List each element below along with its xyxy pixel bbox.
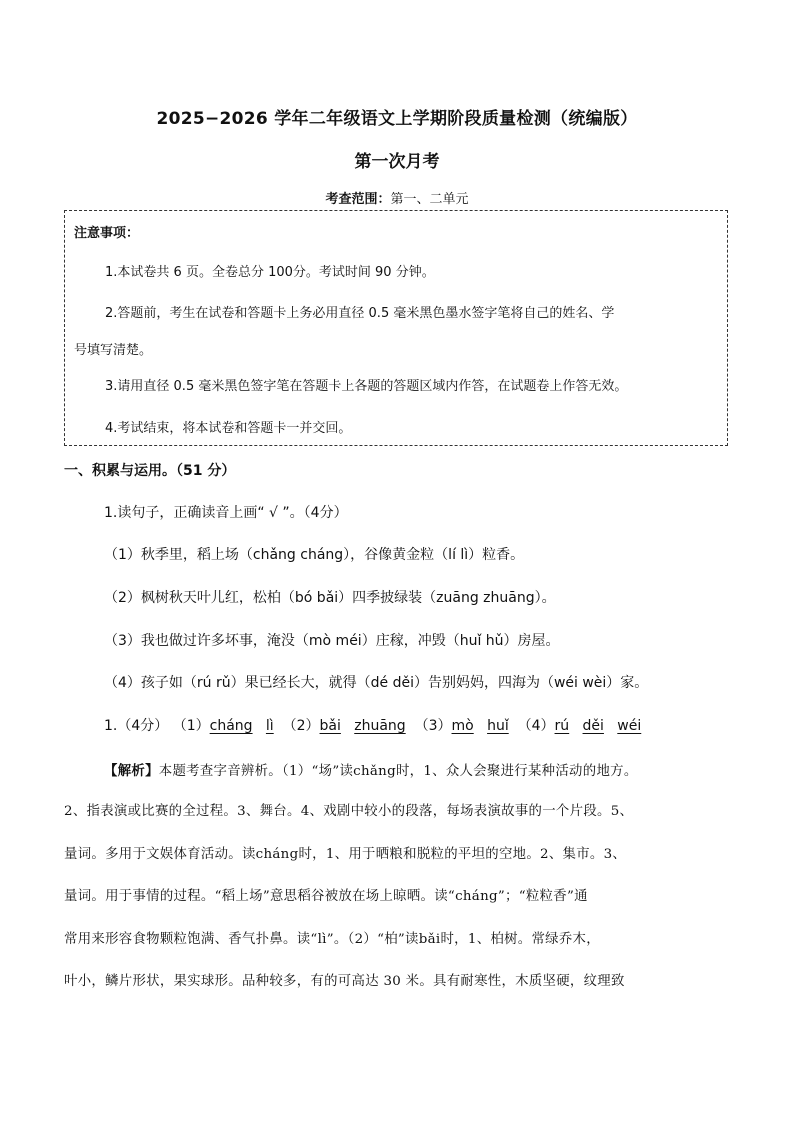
exam-scope [0, 188, 794, 207]
notice-item: 1.本试卷共 6 页。全卷总分 100分。考试时间 90 分钟。 [105, 265, 435, 280]
question-sentence: （3）我也做过许多坏事，淹没（mò méi）庄稼，冲毁（huǐ hǔ）房屋。 [104, 633, 560, 649]
question-sentence: （4）孩子如（rú rǔ）果已经长大，就得（dé děi）告别妈妈，四海为（wéi wèi）家。 [104, 675, 649, 691]
question-prompt: 1.读句子，正确读音上画“ √ ”。（4分） [104, 505, 348, 521]
exam-title: 2025−2026 学年二年级语文上学期阶段质量检测（统编版） [156, 109, 638, 129]
answer-pinyin: zhuāng [354, 718, 406, 734]
notice-item: 3.请用直径 0.5 毫米黑色签字笔在答题卡上各题的答题区域内作答，在试题卷上作答无效。 [105, 379, 628, 394]
explanation-line [104, 760, 638, 779]
explanation-line: 叶小，鳞片形状，果实球形。品种较多，有的可高达 30 米。具有耐寒性，木质坚硬，纹理致 [64, 974, 625, 989]
notice-title: 注意事项： [74, 226, 140, 241]
scope-value: 第一、二单元 [390, 192, 469, 207]
exam-subtitle: 第一次月考 [354, 152, 440, 172]
question-sentence: （1）秋季里，稻上场（chǎng cháng），谷像黄金粒（lí lì）粒香。 [104, 547, 525, 563]
section-heading: 一、积累与运用。（51 分） [64, 463, 236, 479]
explanation-line: 量词。用于事情的过程。“稻上场”意思稻谷被放在场上晾晒。读“cháng”；“粒粒香”通 [64, 889, 588, 904]
notice-item: 2.答题前，考生在试卷和答题卡上务必用直径 0.5 毫米黑色墨水签字笔将自己的姓名、学 [105, 306, 615, 321]
answer-pinyin: wéi [617, 718, 642, 734]
answer-pinyin: děi [582, 718, 604, 734]
explanation-tag: 【解析】 [104, 764, 159, 779]
explanation-line: 2、指表演或比赛的全过程。3、舞台。4、戏剧中较小的段落，每场表演故事的一个片段。5、 [64, 804, 634, 819]
answer-group-num: （2） [282, 718, 320, 734]
answer-pinyin: cháng [209, 718, 253, 734]
explanation-line: 量词。多用于文娱体育活动。读cháng时，1、用于晒粮和脱粒的平坦的空地。2、集市。3、 [64, 847, 627, 862]
notice-item: 4.考试结束，将本试卷和答题卡一并交回。 [105, 421, 352, 436]
scope-label: 考查范围： [325, 192, 391, 207]
answer-pinyin: mò [451, 718, 474, 734]
notice-box [64, 210, 728, 446]
notice-item: 号填写清楚。 [74, 343, 153, 358]
answer-pinyin: lì [265, 718, 274, 734]
explanation-text: 本题考查字音辨析。（1）“场”读chǎng时，1、众人会聚进行某种活动的地方。 [158, 764, 638, 779]
answer-group-num: （3） [414, 718, 452, 734]
answer-pinyin: huǐ [487, 718, 509, 734]
answer-group-num: （1） [172, 718, 210, 734]
answer-pinyin: bǎi [319, 718, 341, 734]
answer-group-num: （4） [517, 718, 555, 734]
answer-line [104, 715, 641, 735]
answer-pinyin: rú [554, 718, 570, 734]
question-sentence: （2）枫树秋天叶儿红，松柏（bó bǎi）四季披绿装（zuāng zhuāng）。 [104, 590, 556, 606]
answer-prefix: 1.（4分） [104, 718, 169, 734]
explanation-line: 常用来形容食物颗粒饱满、香气扑鼻。读“lì”。（2）“柏”读bǎi时，1、柏树。常绿乔木， [64, 932, 600, 947]
